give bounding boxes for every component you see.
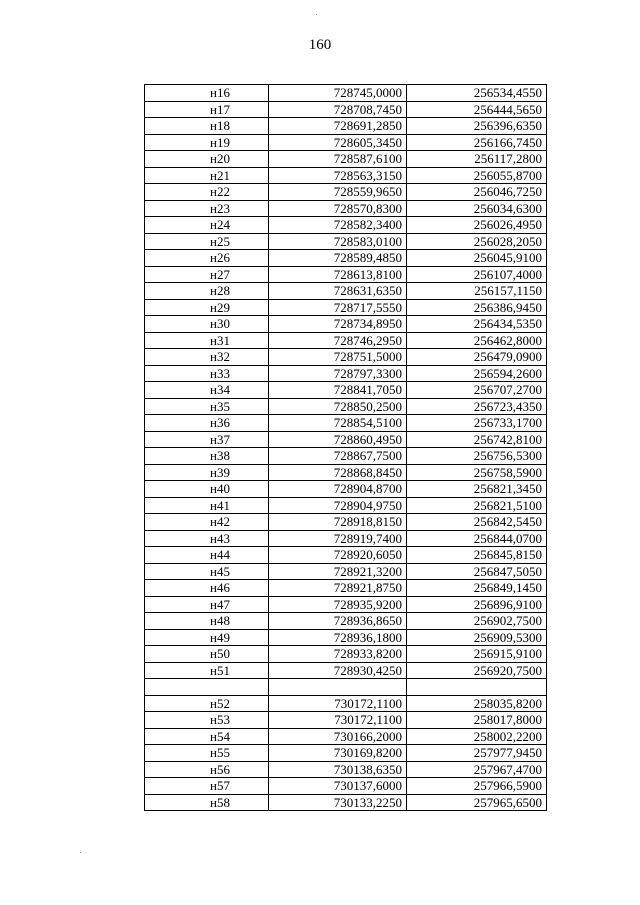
- y-coordinate-cell: 256821,3450: [407, 481, 547, 498]
- point-name-cell: н31: [145, 332, 269, 349]
- y-coordinate-cell: 256055,8700: [407, 167, 547, 184]
- point-name-cell: н50: [145, 646, 269, 663]
- point-name-cell: н21: [145, 167, 269, 184]
- x-coordinate-cell: 728860,4950: [269, 431, 407, 448]
- table-row: [145, 184, 547, 201]
- x-coordinate-cell: 728936,1800: [269, 629, 407, 646]
- point-name-cell: н49: [145, 629, 269, 646]
- y-coordinate-cell: 256046,7250: [407, 184, 547, 201]
- coordinates-table: [144, 84, 547, 811]
- y-coordinate-cell: 258017,8000: [407, 712, 547, 729]
- x-coordinate-cell: 728921,8750: [269, 580, 407, 597]
- y-coordinate-cell: 256117,2800: [407, 151, 547, 168]
- point-name-cell: н38: [145, 448, 269, 465]
- x-coordinate-cell: 730169,8200: [269, 745, 407, 762]
- x-coordinate-cell: 728746,2950: [269, 332, 407, 349]
- table-row: [145, 794, 547, 811]
- x-coordinate-cell: 728850,2500: [269, 398, 407, 415]
- y-coordinate-cell: 256733,1700: [407, 415, 547, 432]
- table-row: [145, 448, 547, 465]
- table-row: [145, 497, 547, 514]
- x-coordinate-cell: 728631,6350: [269, 283, 407, 300]
- x-coordinate-cell: 728563,3150: [269, 167, 407, 184]
- x-coordinate-cell: 728717,5550: [269, 299, 407, 316]
- page-number: 160: [308, 37, 332, 53]
- y-coordinate-cell: 256107,4000: [407, 266, 547, 283]
- y-coordinate-cell: 257977,9450: [407, 745, 547, 762]
- x-coordinate-cell: 728921,3200: [269, 563, 407, 580]
- point-name-cell: н41: [145, 497, 269, 514]
- point-name-cell: н20: [145, 151, 269, 168]
- table-row: [145, 316, 547, 333]
- table-row-empty: [145, 679, 547, 696]
- x-coordinate-cell: 728797,3300: [269, 365, 407, 382]
- x-coordinate-cell: 730133,2250: [269, 794, 407, 811]
- point-name-cell: н25: [145, 233, 269, 250]
- point-name-cell: н46: [145, 580, 269, 597]
- point-name-cell: н19: [145, 134, 269, 151]
- table-row: [145, 85, 547, 102]
- empty-cell: [269, 679, 407, 696]
- y-coordinate-cell: 256434,5350: [407, 316, 547, 333]
- y-coordinate-cell: 256034,6300: [407, 200, 547, 217]
- y-coordinate-cell: 256909,5300: [407, 629, 547, 646]
- point-name-cell: н32: [145, 349, 269, 366]
- x-coordinate-cell: 730172,1100: [269, 695, 407, 712]
- x-coordinate-cell: 728920,6050: [269, 547, 407, 564]
- y-coordinate-cell: 256534,4550: [407, 85, 547, 102]
- point-name-cell: н27: [145, 266, 269, 283]
- x-coordinate-cell: 728583,0100: [269, 233, 407, 250]
- x-coordinate-cell: 728930,4250: [269, 662, 407, 679]
- table-row: [145, 712, 547, 729]
- table-row: [145, 365, 547, 382]
- scan-speck: [316, 14, 317, 15]
- y-coordinate-cell: 256594,2600: [407, 365, 547, 382]
- y-coordinate-cell: 256847,5050: [407, 563, 547, 580]
- table-row: [145, 662, 547, 679]
- y-coordinate-cell: 256758,5900: [407, 464, 547, 481]
- y-coordinate-cell: 256707,2700: [407, 382, 547, 399]
- point-name-cell: н45: [145, 563, 269, 580]
- y-coordinate-cell: 256915,9100: [407, 646, 547, 663]
- table-row: [145, 200, 547, 217]
- table-row: [145, 464, 547, 481]
- table-row: [145, 728, 547, 745]
- table-row: [145, 745, 547, 762]
- point-name-cell: н18: [145, 118, 269, 135]
- table-row: [145, 629, 547, 646]
- table-row: [145, 134, 547, 151]
- x-coordinate-cell: 728582,3400: [269, 217, 407, 234]
- point-name-cell: н47: [145, 596, 269, 613]
- x-coordinate-cell: 728854,5100: [269, 415, 407, 432]
- x-coordinate-cell: 728559,9650: [269, 184, 407, 201]
- y-coordinate-cell: 256396,6350: [407, 118, 547, 135]
- point-name-cell: н26: [145, 250, 269, 267]
- point-name-cell: н53: [145, 712, 269, 729]
- x-coordinate-cell: 728867,7500: [269, 448, 407, 465]
- point-name-cell: н40: [145, 481, 269, 498]
- y-coordinate-cell: 256723,4350: [407, 398, 547, 415]
- table-row: [145, 514, 547, 531]
- table-row: [145, 778, 547, 795]
- point-name-cell: н28: [145, 283, 269, 300]
- table-row: [145, 299, 547, 316]
- x-coordinate-cell: 730137,6000: [269, 778, 407, 795]
- y-coordinate-cell: 256028,2050: [407, 233, 547, 250]
- x-coordinate-cell: 728904,9750: [269, 497, 407, 514]
- y-coordinate-cell: 258035,8200: [407, 695, 547, 712]
- y-coordinate-cell: 258002,2200: [407, 728, 547, 745]
- table-row: [145, 250, 547, 267]
- y-coordinate-cell: 256920,7500: [407, 662, 547, 679]
- empty-cell: [145, 679, 269, 696]
- x-coordinate-cell: 728613,8100: [269, 266, 407, 283]
- y-coordinate-cell: 256756,5300: [407, 448, 547, 465]
- point-name-cell: н58: [145, 794, 269, 811]
- y-coordinate-cell: 256444,5650: [407, 101, 547, 118]
- point-name-cell: н44: [145, 547, 269, 564]
- table-row: [145, 415, 547, 432]
- point-name-cell: н37: [145, 431, 269, 448]
- x-coordinate-cell: 728868,8450: [269, 464, 407, 481]
- table-row: [145, 547, 547, 564]
- x-coordinate-cell: 728933,8200: [269, 646, 407, 663]
- scan-speck: [80, 852, 81, 853]
- y-coordinate-cell: 257966,5900: [407, 778, 547, 795]
- table-row: [145, 481, 547, 498]
- y-coordinate-cell: 256849,1450: [407, 580, 547, 597]
- y-coordinate-cell: 256157,1150: [407, 283, 547, 300]
- table-row: [145, 431, 547, 448]
- table-row: [145, 646, 547, 663]
- table-row: [145, 332, 547, 349]
- table-row: [145, 151, 547, 168]
- point-name-cell: н16: [145, 85, 269, 102]
- point-name-cell: н56: [145, 761, 269, 778]
- y-coordinate-cell: 256742,8100: [407, 431, 547, 448]
- table-row: [145, 233, 547, 250]
- point-name-cell: н42: [145, 514, 269, 531]
- x-coordinate-cell: 728745,0000: [269, 85, 407, 102]
- x-coordinate-cell: 728841,7050: [269, 382, 407, 399]
- y-coordinate-cell: 256896,9100: [407, 596, 547, 613]
- y-coordinate-cell: 256479,0900: [407, 349, 547, 366]
- y-coordinate-cell: 256462,8000: [407, 332, 547, 349]
- point-name-cell: н22: [145, 184, 269, 201]
- y-coordinate-cell: 256844,0700: [407, 530, 547, 547]
- y-coordinate-cell: 256842,5450: [407, 514, 547, 531]
- x-coordinate-cell: 728605,3450: [269, 134, 407, 151]
- table-row: [145, 217, 547, 234]
- x-coordinate-cell: 728904,8700: [269, 481, 407, 498]
- table-row: [145, 530, 547, 547]
- table-row: [145, 563, 547, 580]
- y-coordinate-cell: 257967,4700: [407, 761, 547, 778]
- y-coordinate-cell: 257965,6500: [407, 794, 547, 811]
- point-name-cell: н35: [145, 398, 269, 415]
- point-name-cell: н57: [145, 778, 269, 795]
- y-coordinate-cell: 256045,9100: [407, 250, 547, 267]
- coordinates-table-body: [145, 85, 547, 811]
- point-name-cell: н24: [145, 217, 269, 234]
- point-name-cell: н51: [145, 662, 269, 679]
- x-coordinate-cell: 730172,1100: [269, 712, 407, 729]
- table-row: [145, 382, 547, 399]
- x-coordinate-cell: 728570,8300: [269, 200, 407, 217]
- x-coordinate-cell: 730138,6350: [269, 761, 407, 778]
- point-name-cell: н48: [145, 613, 269, 630]
- x-coordinate-cell: 730166,2000: [269, 728, 407, 745]
- table-row: [145, 283, 547, 300]
- x-coordinate-cell: 728734,8950: [269, 316, 407, 333]
- y-coordinate-cell: 256166,7450: [407, 134, 547, 151]
- table-row: [145, 398, 547, 415]
- point-name-cell: н36: [145, 415, 269, 432]
- table-row: [145, 695, 547, 712]
- x-coordinate-cell: 728587,6100: [269, 151, 407, 168]
- point-name-cell: н52: [145, 695, 269, 712]
- table-row: [145, 266, 547, 283]
- y-coordinate-cell: 256821,5100: [407, 497, 547, 514]
- y-coordinate-cell: 256386,9450: [407, 299, 547, 316]
- point-name-cell: н34: [145, 382, 269, 399]
- point-name-cell: н33: [145, 365, 269, 382]
- point-name-cell: н30: [145, 316, 269, 333]
- point-name-cell: н29: [145, 299, 269, 316]
- empty-cell: [407, 679, 547, 696]
- point-name-cell: н39: [145, 464, 269, 481]
- point-name-cell: н54: [145, 728, 269, 745]
- point-name-cell: н55: [145, 745, 269, 762]
- table-row: [145, 596, 547, 613]
- table-row: [145, 761, 547, 778]
- x-coordinate-cell: 728919,7400: [269, 530, 407, 547]
- table-row: [145, 349, 547, 366]
- y-coordinate-cell: 256845,8150: [407, 547, 547, 564]
- x-coordinate-cell: 728751,5000: [269, 349, 407, 366]
- table-row: [145, 167, 547, 184]
- y-coordinate-cell: 256026,4950: [407, 217, 547, 234]
- y-coordinate-cell: 256902,7500: [407, 613, 547, 630]
- x-coordinate-cell: 728936,8650: [269, 613, 407, 630]
- point-name-cell: н43: [145, 530, 269, 547]
- x-coordinate-cell: 728935,9200: [269, 596, 407, 613]
- x-coordinate-cell: 728589,4850: [269, 250, 407, 267]
- table-row: [145, 613, 547, 630]
- x-coordinate-cell: 728918,8150: [269, 514, 407, 531]
- table-row: [145, 580, 547, 597]
- point-name-cell: н23: [145, 200, 269, 217]
- table-row: [145, 118, 547, 135]
- table-row: [145, 101, 547, 118]
- x-coordinate-cell: 728708,7450: [269, 101, 407, 118]
- x-coordinate-cell: 728691,2850: [269, 118, 407, 135]
- point-name-cell: н17: [145, 101, 269, 118]
